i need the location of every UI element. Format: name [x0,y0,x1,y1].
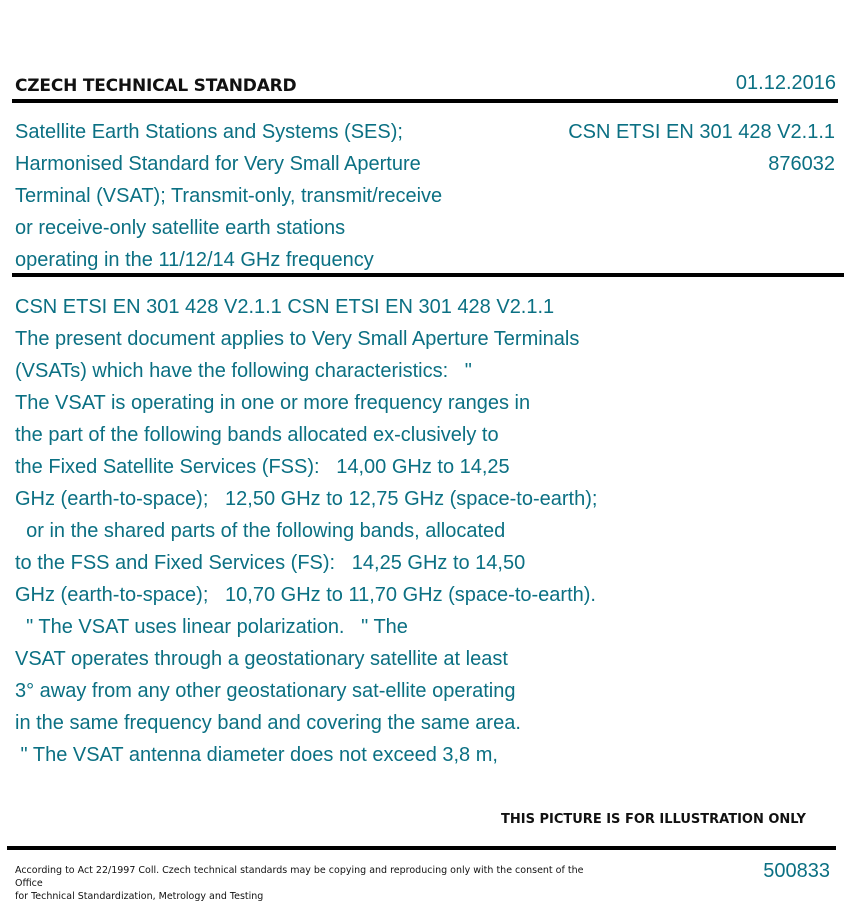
abstract-line: GHz (earth-to-space); 12,50 GHz to 12,75 GHz (space-to-earth); [15,488,598,510]
title-line: Harmonised Standard for Very Small Aperture [15,153,421,175]
abstract-line: The VSAT is operating in one or more frequency ranges in [15,392,531,414]
standard-title [15,116,442,276]
abstract-line: CSN ETSI EN 301 428 V2.1.1 CSN ETSI EN 301 428 V2.1.1 [15,296,555,318]
abstract-line: VSAT operates through a geostationary satellite at least [15,648,508,670]
illustration-notice: THIS PICTURE IS FOR ILLUSTRATION ONLY [501,812,806,827]
title-divider [12,273,844,277]
abstract-line: to the FSS and Fixed Services (FS): 14,25 GHz to 14,50 [15,552,526,574]
abstract-line: or in the shared parts of the following bands, allocated [15,520,506,542]
abstract-line: " The VSAT antenna diameter does not exceed 3,8 m, [15,744,498,766]
legal-line: for Technical Standardization, Metrology and Testing [15,891,264,902]
title-line: Terminal (VSAT); Transmit-only, transmit/receive [15,185,443,207]
title-line: operating in the 11/12/14 GHz frequency [15,249,374,271]
legal-notice [15,864,595,903]
footer-divider [7,846,836,850]
abstract-line: The present document applies to Very Small Aperture Terminals [15,328,580,350]
order-number: 500833 [763,860,830,882]
document-header-title: CZECH TECHNICAL STANDARD [15,76,297,96]
abstract-line: the Fixed Satellite Services (FSS): 14,00 GHz to 14,25 [15,456,510,478]
abstract-line: in the same frequency band and covering the same area. [15,712,521,734]
legal-line: According to Act 22/1997 Coll. Czech technical standards may be copying and reproducing only with the consent of the Office [15,865,584,889]
abstract-line: GHz (earth-to-space); 10,70 GHz to 11,70 GHz (space-to-earth). [15,584,596,606]
abstract-line: 3° away from any other geostationary sat-ellite operating [15,680,516,702]
standard-identifiers [568,116,835,180]
title-line: or receive-only satellite earth stations [15,217,346,239]
title-line: Satellite Earth Stations and Systems (SES); [15,121,403,143]
standard-number: 876032 [768,153,835,175]
standard-code: CSN ETSI EN 301 428 V2.1.1 [568,121,835,143]
header-divider [12,99,838,103]
abstract-line: the part of the following bands allocated ex-clusively to [15,424,499,446]
abstract-line: " The VSAT uses linear polarization. " The [15,616,408,638]
document-abstract [15,291,597,771]
publication-date: 01.12.2016 [735,72,836,94]
abstract-line: (VSATs) which have the following characteristics: " [15,360,472,382]
